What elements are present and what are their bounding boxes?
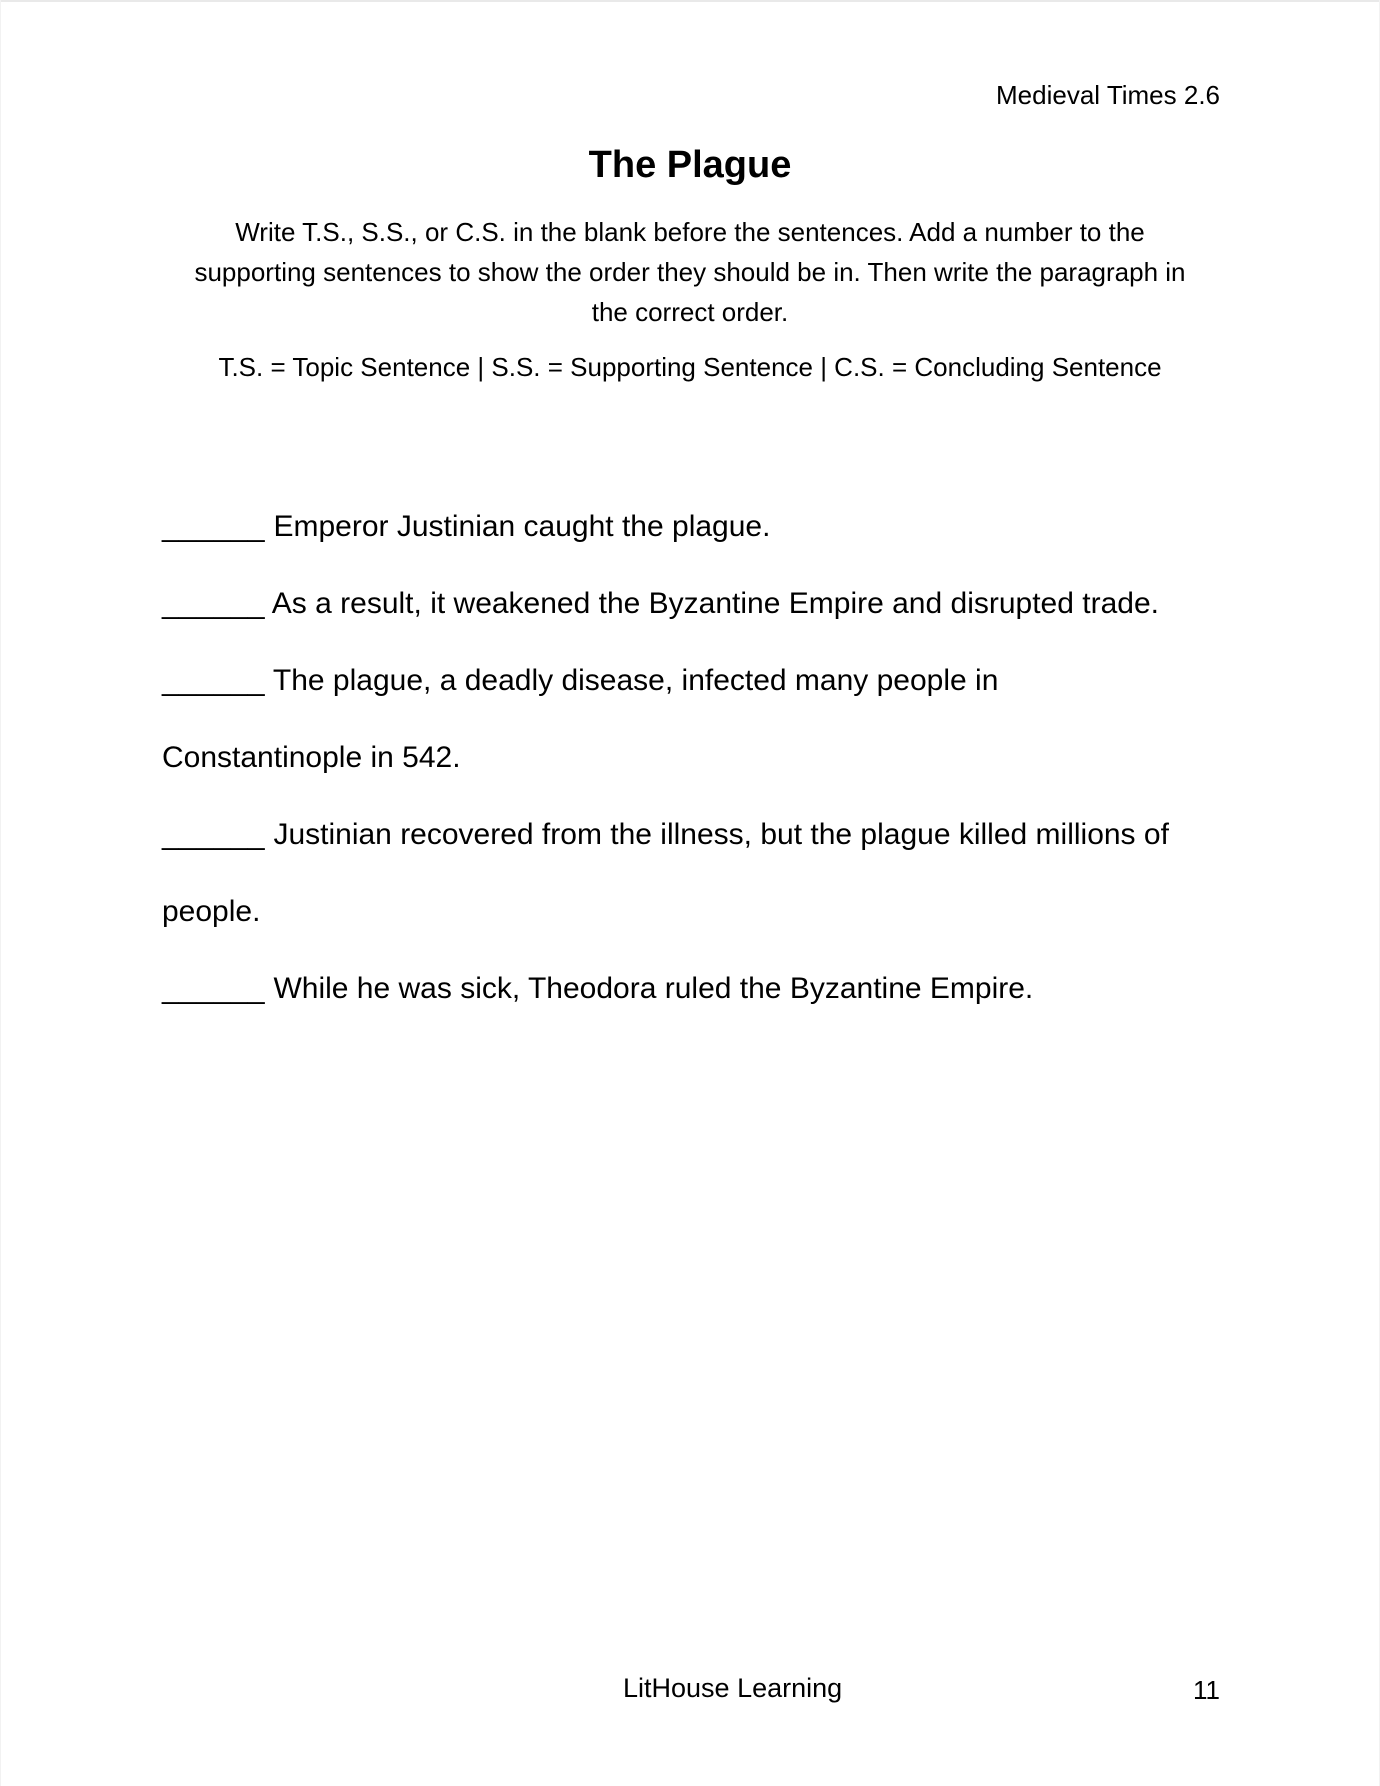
- sentence-text: While he was sick, Theodora ruled the Byzantine Empire.: [273, 972, 1034, 1005]
- sentence-continuation: [162, 719, 1230, 796]
- sentence-text: Emperor Justinian caught the plague.: [273, 510, 771, 543]
- answer-blank: ______: [162, 972, 266, 1005]
- sentence-item: [162, 642, 1230, 719]
- sentence-text: As a result, it weakened the Byzantine Empire and disrupted trade.: [271, 587, 1159, 620]
- instructions-line: the correct order.: [591, 297, 789, 327]
- sentence-text: The plague, a deadly disease, infected many people in: [272, 664, 999, 697]
- sentence-text: people.: [162, 895, 261, 928]
- sentence-item: [162, 488, 1230, 565]
- footer-page-number: 11: [1193, 1675, 1220, 1705]
- answer-blank: ______: [162, 587, 266, 620]
- document-header-label: Medieval Times 2.6: [996, 80, 1220, 110]
- abbreviation-key: T.S. = Topic Sentence | S.S. = Supporting Sentence | C.S. = Concluding Sentence: [218, 352, 1162, 382]
- sentence-text: Constantinople in 542.: [162, 741, 461, 774]
- answer-blank: ______: [162, 664, 266, 697]
- answer-blank: ______: [162, 818, 266, 851]
- page-top-edge: [0, 0, 1380, 2]
- sentence-text: Justinian recovered from the illness, but the plague killed millions of: [273, 818, 1169, 851]
- sentence-continuation: [162, 873, 1230, 950]
- worksheet-title: The Plague: [588, 144, 792, 186]
- sentence-item: [162, 950, 1230, 1027]
- instructions-line: Write T.S., S.S., or C.S. in the blank before the sentences. Add a number to the: [235, 217, 1145, 247]
- instructions-line: supporting sentences to show the order they should be in. Then write the paragraph in: [194, 257, 1186, 287]
- sentence-list: [162, 488, 1230, 1027]
- instructions-paragraph: [0, 212, 1380, 332]
- sentence-item: [162, 796, 1230, 873]
- footer-brand: LitHouse Learning: [623, 1673, 843, 1703]
- sentence-item: [162, 565, 1230, 642]
- answer-blank: ______: [162, 510, 266, 543]
